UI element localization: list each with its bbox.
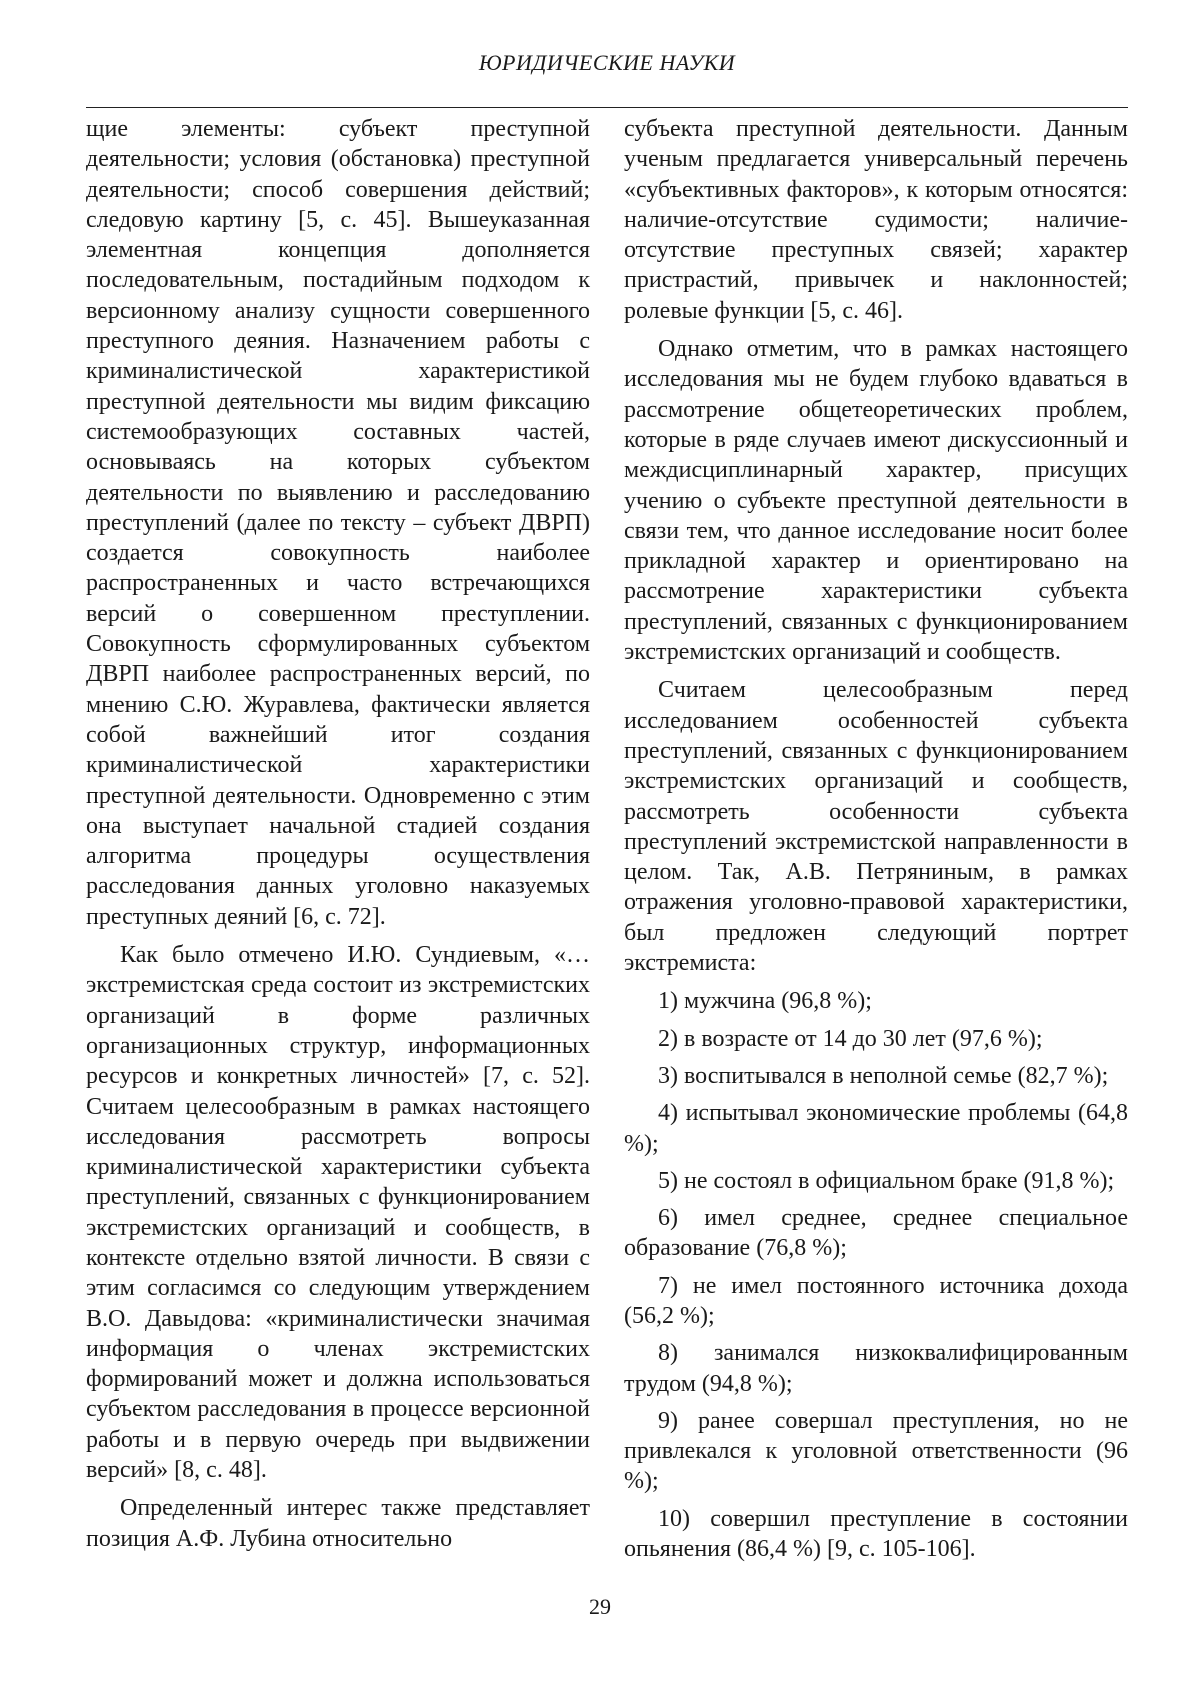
list-item: 10) совершил преступление в состоянии опьянения (86,4 %) [9, с. 105-106]. bbox=[624, 1505, 1128, 1563]
list-item: 6) имел среднее, среднее специальное образование (76,8 %); bbox=[624, 1205, 1128, 1262]
extremist-portrait-list bbox=[624, 986, 1128, 1564]
paragraph: Определенный интерес также представляет позиция А.Ф. Лубина относительно bbox=[86, 1495, 590, 1552]
list-item: 1) мужчина (96,8 %); bbox=[658, 988, 872, 1015]
header-divider bbox=[86, 107, 1128, 108]
right-column bbox=[624, 114, 1128, 1571]
list-item: 3) воспитывался в неполной семье (82,7 %); bbox=[658, 1062, 1109, 1089]
page-number: 29 bbox=[589, 1594, 611, 1619]
paragraph: Как было отмечено И.Ю. Сундиевым, «…экстремистская среда состоит из экстремистских организаций в форме различных организационных структур, информационных ресурсов и конкретных личностей» [7, с. 52]. Считаем целесообразным в рамках настоящего исследования рассмотреть вопросы криминалистической характеристики субъекта преступлений, связанных с функционированием экстремистских организаций и сообществ, в контексте отдельно взятой личности. В связи с этим согласимся со следующим утверждением В.О. Давыдова: «криминалистически значимая информация о членах экстремистских формирований может и должна использоваться субъектом расследования в процессе версионной работы и в первую очередь при выдвижении версий» [8, с. 48]. bbox=[86, 942, 590, 1484]
list-item: 9) ранее совершал преступления, но не привлекался к уголовной ответственности (96 %); bbox=[624, 1407, 1128, 1495]
list-item: 7) не имел постоянного источника дохода (56,2 %); bbox=[624, 1272, 1128, 1329]
paragraph: Однако отметим, что в рамках настоящего исследования мы не будем глубоко вдаваться в рассмотрение общетеоретических проблем, которые в ряде случаев имеют дискуссионный и междисциплинарный характер, присущих учению о субъекте преступной деятельности в связи тем, что данное исследование носит более прикладной характер и ориентировано на рассмотрение характеристики субъекта преступлений, связанных с функционированием экстремистских организаций и сообществ. bbox=[624, 336, 1128, 666]
paragraph: субъекта преступной деятельности. Данным ученым предлагается универсальный перечень «субъективных факторов», к которым относятся: наличие-отсутствие судимости; наличие-отсутствие преступных связей; характер пристрастий, привычек и наклонностей; ролевые функции [5, с. 46]. bbox=[624, 116, 1128, 324]
paragraph: щие элементы: субъект преступной деятельности; условия (обстановка) преступной деятельности; способ совершения действий; следовую картину [5, с. 45]. Вышеуказанная элементная концепция дополняется последовательным, постадийным подходом к версионному анализу сущности совершенного преступного деяния. Назначением работы с криминалистической характеристикой преступной деятельности мы видим фиксацию системообразующих составных частей, основываясь на которых субъектом деятельности по выявлению и расследованию преступлений (далее по тексту – субъект ДВРП) создается совокупность наиболее распространенных и часто встречающихся версий о совершенном преступлении. Совокупность сформулированных субъектом ДВРП наиболее распространенных версий, по мнению С.Ю. Журавлева, фактически является собой важнейший итог создания криминалистической характеристики преступной деятельности. Одновременно с этим она выступает начальной стадией создания алгоритма процедуры осуществления расследования данных уголовно наказуемых преступных деяний [6, с. 72]. bbox=[86, 116, 590, 930]
list-item: 2) в возрасте от 14 до 30 лет (97,6 %); bbox=[658, 1025, 1043, 1052]
list-item: 8) занимался низкоквалифицированным трудом (94,8 %); bbox=[624, 1340, 1128, 1397]
running-head-title: ЮРИДИЧЕСКИЕ НАУКИ bbox=[478, 50, 736, 75]
paragraph: Считаем целесообразным перед исследованием особенностей субъекта преступлений, связанных с функционированием экстремистских организаций и сообществ, рассмотреть особенности субъекта преступлений экстремистской направленности в целом. Так, А.В. Петряниным, в рамках отражения уголовно-правовой характеристики, был предложен следующий портрет экстремиста: bbox=[624, 677, 1128, 977]
list-item: 4) испытывал экономические проблемы (64,8 %); bbox=[624, 1100, 1128, 1157]
list-item: 5) не состоял в официальном браке (91,8 %); bbox=[658, 1167, 1115, 1194]
left-column bbox=[86, 114, 590, 1562]
